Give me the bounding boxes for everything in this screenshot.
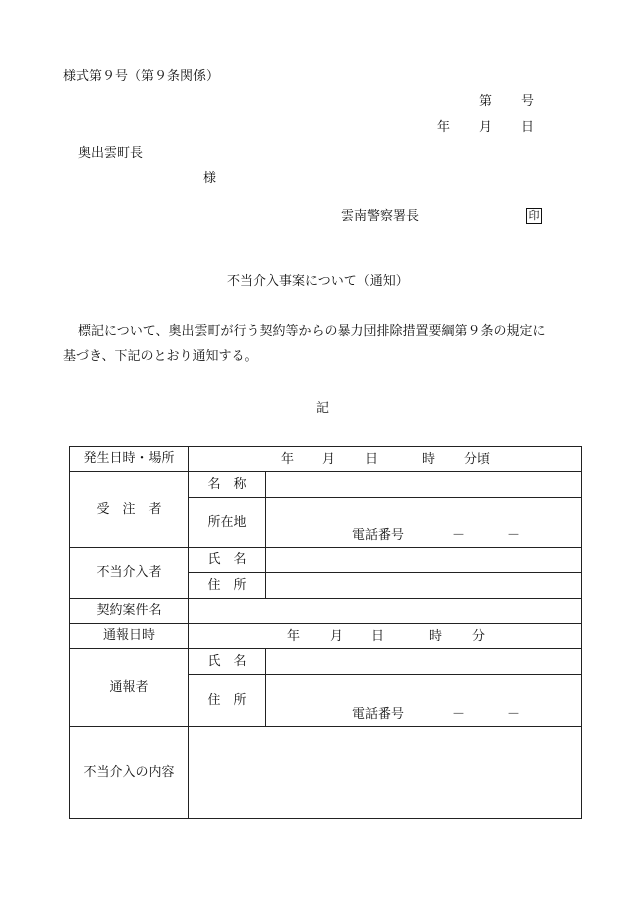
intruder-name-label: 氏 名: [189, 548, 266, 573]
content-label: 不当介入の内容: [70, 727, 189, 819]
occurrence-label: 発生日時・場所: [70, 447, 189, 472]
contractor-name-label: 名 称: [189, 472, 266, 498]
recipient: 奥出雲町長: [78, 146, 144, 161]
intruder-name-field[interactable]: [266, 548, 582, 573]
reporter-phone-label: 電話番号: [352, 707, 405, 723]
table-row-intruder-name: [70, 548, 582, 573]
report-minute: 分: [472, 629, 486, 644]
occurrence-month: 月: [322, 452, 336, 467]
contract-label: 契約案件名: [70, 599, 189, 624]
table-row-content: [70, 727, 582, 819]
date-month: 月: [479, 120, 493, 135]
document-title: 不当介入事案について（通知）: [227, 274, 409, 289]
contractor-location-label: 所在地: [189, 498, 266, 548]
reporter-name-label: 氏 名: [189, 649, 266, 675]
date-day: 日: [521, 120, 535, 135]
report-month: 月: [330, 629, 344, 644]
table-row-contract: [70, 599, 582, 624]
contractor-phone-label: 電話番号: [352, 528, 405, 544]
contractor-name-field[interactable]: [266, 472, 582, 498]
contractor-label: 受 注 者: [70, 472, 189, 548]
table-row-reporter-name: [70, 649, 582, 675]
body-line-2: 基づき、下記のとおり通知する。: [63, 349, 258, 364]
table-row-occurrence: [70, 447, 582, 472]
report-time-label: 通報日時: [70, 624, 189, 649]
reporter-phone-dash-2: －: [507, 707, 521, 723]
occurrence-minute: 分頃: [464, 452, 491, 467]
reporter-address-label: 住 所: [189, 675, 266, 727]
contractor-phone-dash-1: －: [452, 528, 466, 544]
doc-number-prefix: 第: [479, 94, 493, 109]
reporter-phone-dash-1: －: [452, 707, 466, 723]
contractor-phone-dash-2: －: [507, 528, 521, 544]
reporter-address-field[interactable]: [266, 675, 582, 727]
doc-number-suffix: 号: [521, 94, 535, 109]
ki-marker: 記: [316, 401, 330, 416]
intruder-address-field[interactable]: [266, 573, 582, 599]
report-time-value[interactable]: [189, 624, 582, 649]
occurrence-year: 年: [281, 452, 295, 467]
occurrence-hour: 時: [422, 452, 436, 467]
content-field[interactable]: [189, 727, 582, 819]
table-row-contractor-name: [70, 472, 582, 498]
table-row-report-time: [70, 624, 582, 649]
reporter-name-field[interactable]: [266, 649, 582, 675]
intruder-label: 不当介入者: [70, 548, 189, 599]
notification-table: [69, 446, 582, 819]
seal-mark: 印: [526, 208, 542, 224]
recipient-honorific: 様: [203, 171, 217, 186]
report-year: 年: [287, 629, 301, 644]
intruder-address-label: 住 所: [189, 573, 266, 599]
sender: 雲南警察署長: [341, 209, 420, 224]
date-year: 年: [437, 120, 451, 135]
occurrence-day: 日: [365, 452, 379, 467]
form-number: 様式第９号（第９条関係）: [63, 69, 220, 84]
report-day: 日: [371, 629, 385, 644]
body-line-1: 標記について、奥出雲町が行う契約等からの暴力団排除措置要綱第９条の規定に: [78, 324, 546, 339]
report-hour: 時: [429, 629, 443, 644]
contract-field[interactable]: [189, 599, 582, 624]
reporter-label: 通報者: [70, 649, 189, 727]
contractor-location-field[interactable]: [266, 498, 582, 548]
occurrence-value[interactable]: [189, 447, 582, 472]
